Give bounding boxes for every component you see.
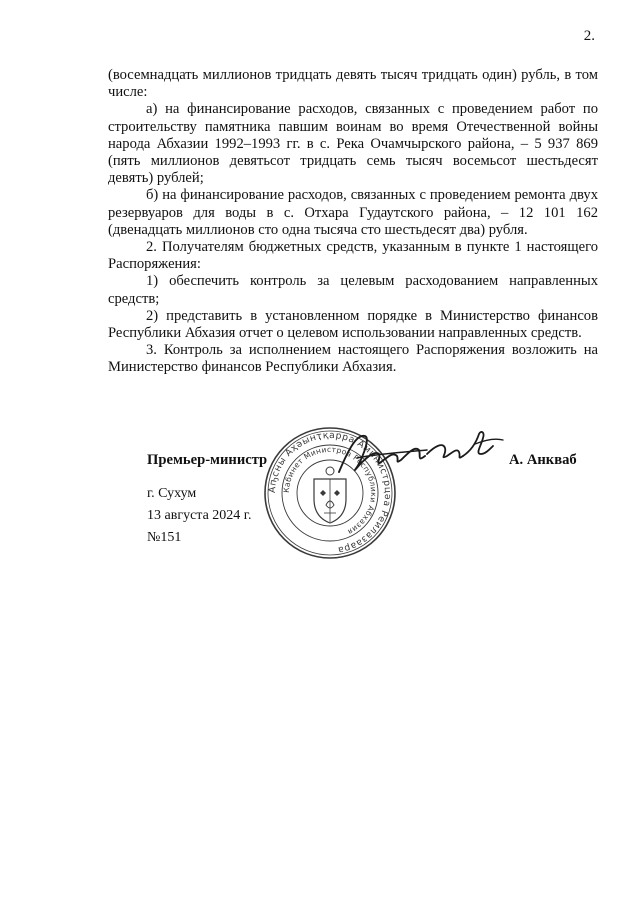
page-number: 2. bbox=[583, 28, 595, 44]
date-of-signing: 13 августа 2024 г. bbox=[147, 508, 252, 523]
paragraph-point-3: 3. Контроль за исполнением настоящего Распоряжения возложить на Министерство финансов Республики Абхазия. bbox=[108, 342, 598, 376]
seal-outer-text: Аҧсны Аҳәынҭқарра Аминистрцәа Реилазаара bbox=[266, 429, 394, 556]
place-of-signing: г. Сухум bbox=[147, 486, 197, 501]
paragraph-item-a: а) на финансирование расходов, связанных с проведением работ по строительству памятника павшим воинам во время Отечественной войны народа Абхазии 1992–1993 гг. в с. Река Очамчырского района, – 5 937 869 (пять миллионов девятьсот тридцать семь тысяч восемьсот шестьдесят девять) рублей; bbox=[108, 101, 598, 187]
seal-inner-text: Кабинет Министров Республики Абхазия bbox=[281, 444, 379, 537]
decree-number: №151 bbox=[147, 530, 182, 545]
paragraph-point-2: 2. Получателям бюджетных средств, указанным в пункте 1 настоящего Распоряжения: bbox=[108, 239, 598, 273]
paragraph-continuation: (восемнадцать миллионов тридцать девять тысяч тридцать один) рубль, в том числе: bbox=[108, 67, 598, 101]
paragraph-subpoint-2: 2) представить в установленном порядке в Министерство финансов Республики Абхазия отчет о целевом использовании направленных средств. bbox=[108, 307, 598, 342]
signatory-title: Премьер-министр bbox=[147, 452, 268, 468]
signatory-name: А. Анкваб bbox=[509, 452, 577, 468]
paragraph-item-b: б) на финансирование расходов, связанных с проведением ремонта двух резервуаров для воды в с. Отхара Гудаутского района, – 12 101 162 (двенадцать миллионов сто одна тысяча сто шестьдесят два) рубля. bbox=[108, 187, 598, 238]
handwritten-signature-icon bbox=[335, 428, 505, 480]
paragraph-subpoint-1: 1) обеспечить контроль за целевым расходованием направленных средств; bbox=[108, 273, 598, 307]
